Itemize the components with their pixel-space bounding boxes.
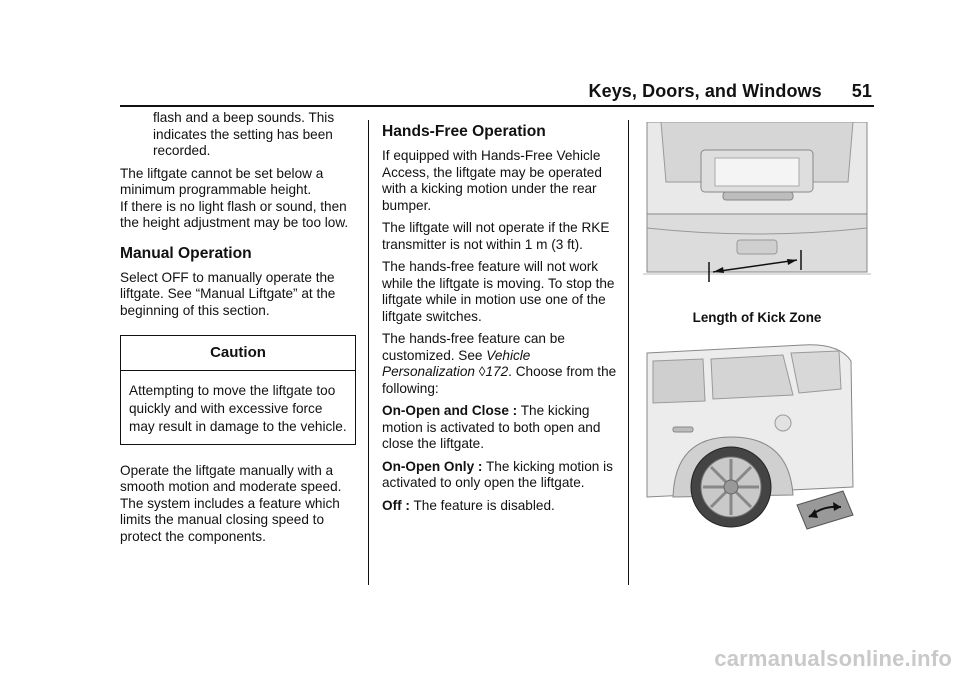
option-open-close: On-Open and Close : The kicking motion is activated to both open and close the liftgate. — [382, 403, 601, 451]
option-open-only: On-Open Only : The kicking motion is activated to only open the liftgate. — [382, 458, 613, 490]
column-right — [643, 110, 871, 533]
option-off: Off : The feature is disabled. — [382, 497, 555, 513]
watermark: carmanualsonline.info — [714, 646, 952, 671]
header-rule — [120, 105, 874, 107]
paragraph-no-flash: If there is no light flash or sound, then the height adjustment may be too low. — [120, 198, 349, 230]
paragraph-operate-manually: Operate the liftgate manually with a smooth motion and moderate speed. The system includes a feature which limits the manual closing speed to protect the components. — [120, 462, 342, 544]
paragraph-rke-range: The liftgate will not operate if the RKE transmitter is not within 1 m (3 ft). — [382, 220, 610, 252]
paragraph-while-moving: The hands-free feature will not work while the liftgate is moving. To stop the liftgate while in motion use one of the liftgate switches. — [382, 259, 615, 324]
link-vehicle-personalization[interactable]: Vehicle Personalization — [382, 347, 531, 379]
page-ref-icon: ◊ — [478, 364, 486, 379]
heading-manual-operation: Manual Operation — [120, 244, 252, 262]
caution-title: Caution — [121, 336, 355, 371]
paragraph-hands-free-access: If equipped with Hands-Free Vehicle Access, the liftgate may be operated with a kicking motion under the rear bumper. — [382, 148, 602, 213]
caution-box — [120, 335, 356, 445]
page-header — [588, 81, 872, 102]
side-vehicle-kick-illustration — [643, 337, 871, 533]
rear-bumper-kick-zone-illustration — [643, 122, 871, 302]
page-ref-number[interactable]: 172 — [485, 364, 509, 379]
page-number: 51 — [851, 81, 872, 101]
column-divider-2 — [628, 120, 629, 585]
paragraph-min-height: The liftgate cannot be set below a minimum programmable height. — [120, 165, 324, 197]
column-divider-1 — [368, 120, 369, 585]
paragraph-manual: Select OFF to manually operate the liftgate. See “Manual Liftgate” at the beginning of this section. — [120, 269, 336, 318]
column-middle — [382, 110, 618, 520]
paragraph-customize: The hands-free feature can be customized. See Vehicle Personalization ◊172. Choose from the following: — [382, 331, 617, 396]
column-left — [120, 110, 356, 551]
figure-caption-kick-zone: Length of Kick Zone — [692, 310, 822, 325]
section-title: Keys, Doors, and Windows — [588, 81, 822, 101]
caution-body: Attempting to move the liftgate too quickly and with excessive force may result in damage to the vehicle. — [129, 382, 347, 434]
continued-paragraph: flash and a beep sounds. This indicates the setting has been recorded. — [153, 110, 335, 158]
heading-hands-free: Hands-Free Operation — [382, 123, 546, 140]
